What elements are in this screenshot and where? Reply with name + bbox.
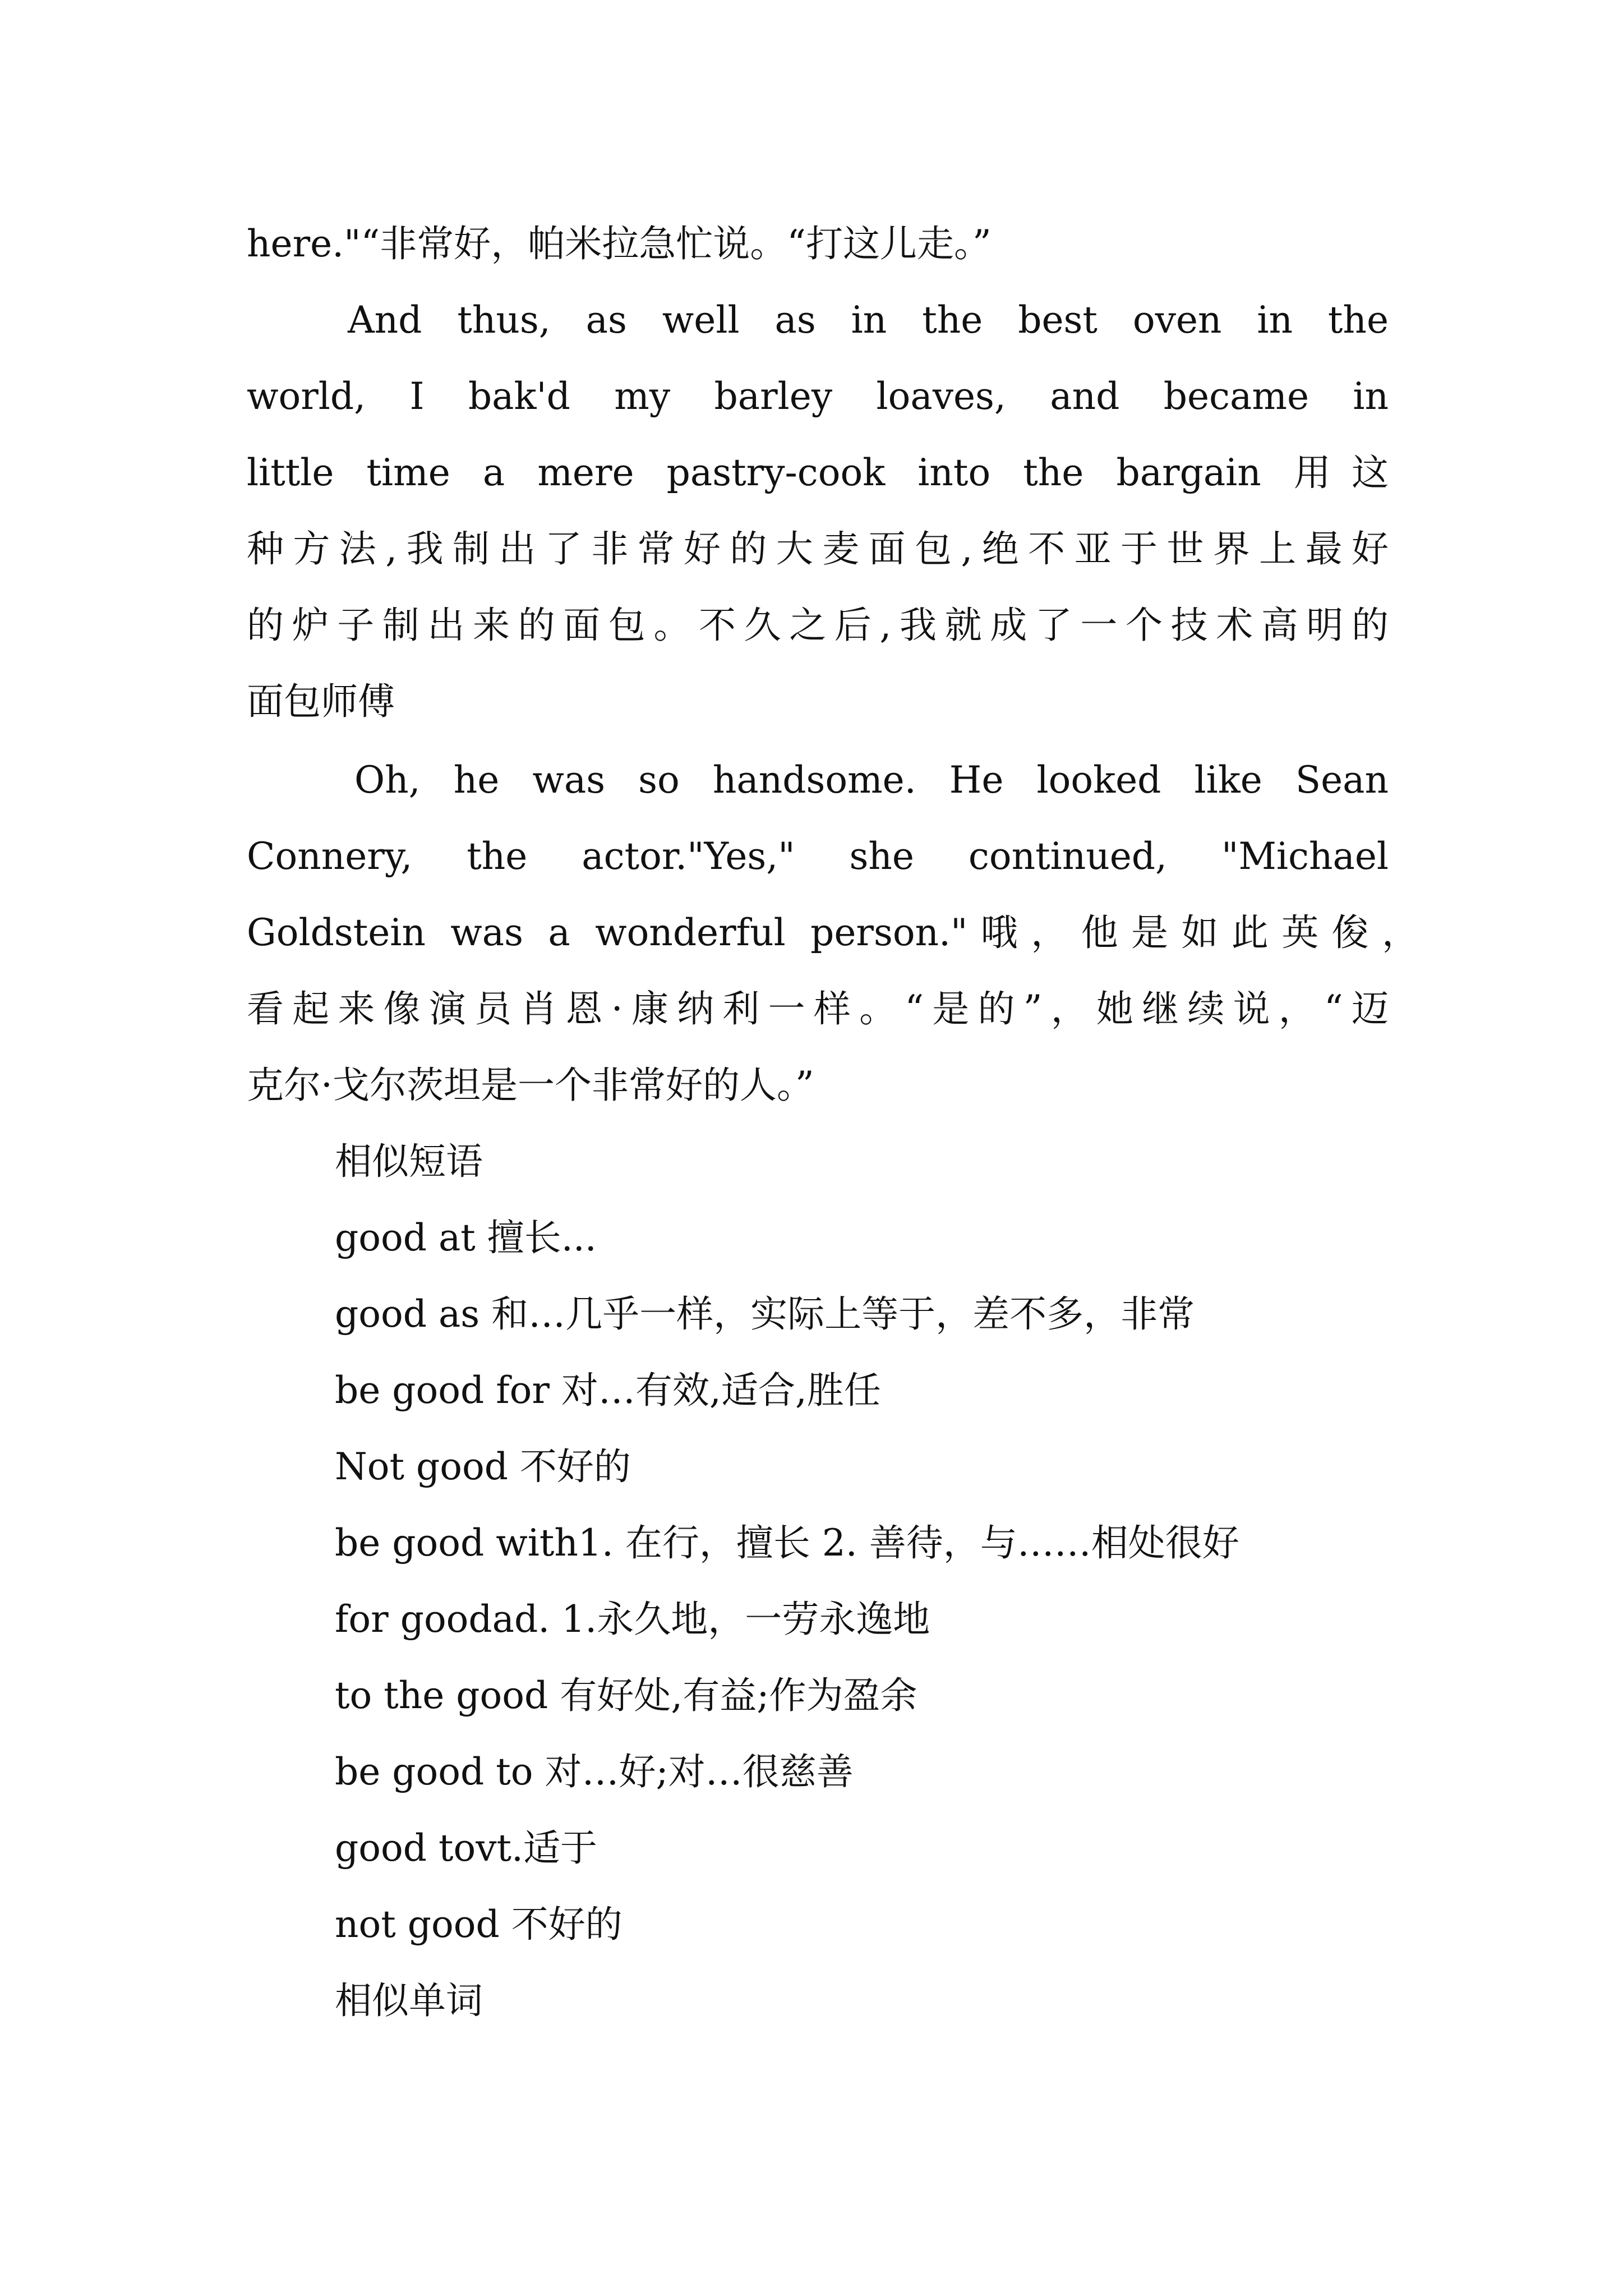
similar-phrases-heading: 相似短语 (335, 1140, 483, 1183)
paragraph-1-line-1: here."“非常好，帕米拉急忙说。“打这儿走。” (247, 222, 992, 265)
paragraph-3-line-1: Oh, he was so handsome. He looked like Sean (354, 758, 1389, 802)
paragraph-2-line-4: 种方法,我制出了非常好的大麦面包,绝不亚于世界上最好 (247, 527, 1389, 570)
paragraph-2-line-2: world, I bak'd my barley loaves, and became in (247, 375, 1389, 418)
similar-words-heading: 相似单词 (335, 1979, 483, 2022)
phrase-item: Not good 不好的 (335, 1445, 631, 1488)
paragraph-3-line-4: 看起来像演员肖恩·康纳利一样。“是的”，她继续说，“迈 (247, 987, 1389, 1030)
phrase-item: for goodad. 1.永久地，一劳永逸地 (335, 1598, 930, 1641)
paragraph-2-line-1: And thus, as well as in the best oven in the (348, 298, 1389, 342)
phrase-item: good tovt.适于 (335, 1826, 597, 1870)
phrase-item: good at 擅长... (335, 1216, 597, 1259)
paragraph-3-line-3: Goldstein was a wonderful person."哦，他是如此英俊， (247, 911, 1419, 954)
phrase-item: be good with1. 在行，擅长 2. 善待，与……相处很好 (335, 1521, 1239, 1565)
phrase-item: to the good 有好处,有益;作为盈余 (335, 1674, 917, 1717)
paragraph-3-line-2: Connery, the actor."Yes," she continued, "Michael (247, 835, 1389, 878)
phrase-item: be good for 对…有效,适合,胜任 (335, 1369, 881, 1412)
paragraph-3-line-5: 克尔·戈尔茨坦是一个非常好的人。” (247, 1064, 814, 1107)
phrase-item: good as 和…几乎一样，实际上等于，差不多，非常 (335, 1292, 1195, 1336)
paragraph-2-line-5: 的炉子制出来的面包。不久之后,我就成了一个技术高明的 (247, 604, 1389, 647)
paragraph-2-line-3: little time a mere pastry-cook into the bargain 用这 (247, 451, 1389, 494)
phrase-item: not good 不好的 (335, 1903, 623, 1946)
phrase-item: be good to 对…好;对…很慈善 (335, 1750, 854, 1793)
paragraph-2-line-6: 面包师傅 (247, 680, 395, 723)
